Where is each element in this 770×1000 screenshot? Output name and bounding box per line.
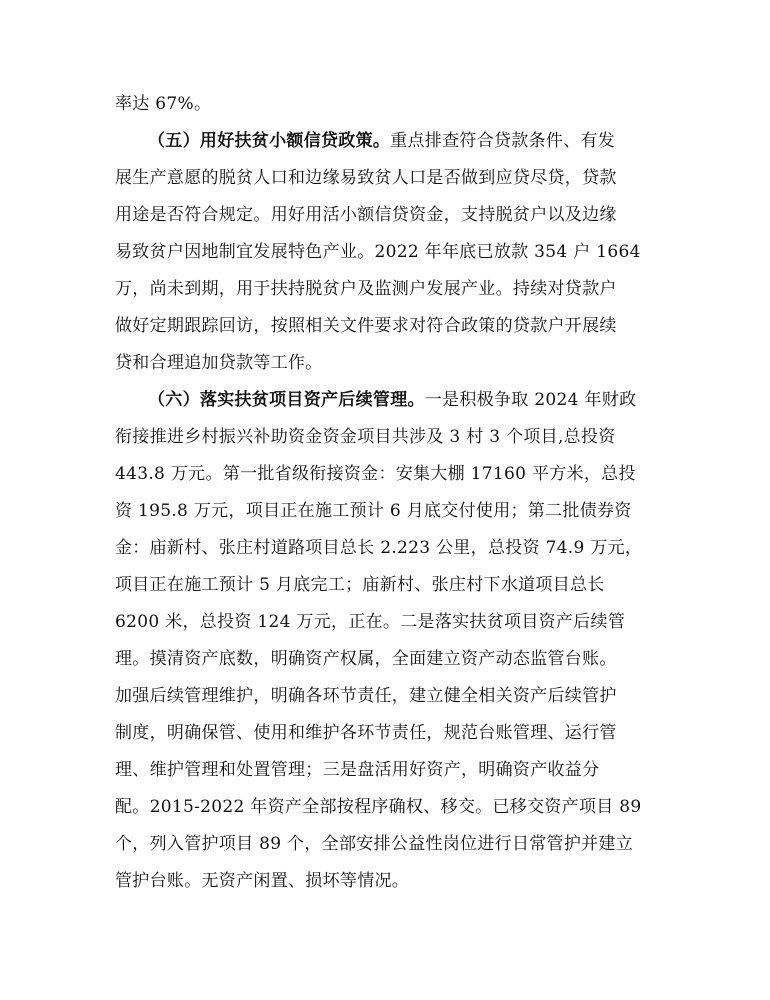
section-five-heading: （五）用好扶贫小额信贷政策。: [148, 131, 391, 151]
section-five-line: [148, 131, 660, 151]
paragraph-line: 做好定期跟踪回访，按照相关文件要求对符合政策的贷款户开展续: [115, 316, 617, 336]
paragraph-line: 管护台账。无资产闲置、损坏等情况。: [115, 871, 410, 891]
paragraph-line: 个，列入管护项目 89 个，全部安排公益性岗位进行日常管护并建立: [115, 834, 634, 854]
paragraph-line: 率达 67%。: [115, 94, 212, 114]
paragraph-line: 项目正在施工预计 5 月底完工；庙新村、张庄村下水道项目总长: [115, 575, 605, 595]
paragraph-line: 展生产意愿的脱贫人口和边缘易致贫人口是否做到应贷尽贷，贷款: [115, 168, 617, 188]
paragraph-line: 衔接推进乡村振兴补助资金资金项目共涉及 3 村 3 个项目,总投资: [115, 427, 616, 447]
paragraph-line: 理、维护管理和处置管理；三是盘活用好资产，明确资产收益分: [115, 760, 600, 780]
paragraph-line: 理。摸清资产底数，明确资产权属，全面建立资产动态监管台账。: [115, 649, 617, 669]
paragraph-line: 443.8 万元。第一批省级衔接资金：安集大棚 17160 平方米，总投: [115, 464, 636, 484]
paragraph-line: 配。2015-2022 年资产全部按程序确权、移交。已移交资产项目 89: [115, 797, 642, 817]
paragraph-line: 资 195.8 万元，项目正在施工预计 6 月底交付使用；第二批债券资: [115, 501, 632, 521]
paragraph-line: 万，尚未到期，用于扶持脱贫户及监测户发展产业。持续对贷款户: [115, 279, 617, 299]
section-six-text: 一是积极争取 2024 年财政: [424, 390, 637, 410]
section-six-heading: （六）落实扶贫项目资产后续管理。: [148, 390, 425, 410]
paragraph-line: 加强后续管理维护，明确各环节责任，建立健全相关资产后续管护: [115, 686, 617, 706]
section-six-line: [148, 390, 660, 410]
paragraph-line: 贷和合理追加贷款等工作。: [115, 353, 323, 373]
paragraph-line: 用途是否符合规定。用好用活小额信贷资金，支持脱贫户以及边缘: [115, 205, 617, 225]
section-five-text: 重点排查符合贷款条件、有发: [390, 131, 616, 151]
paragraph-line: 易致贫户因地制宜发展特色产业。2022 年年底已放款 354 户 1664: [115, 242, 641, 262]
paragraph-line: 制度，明确保管、使用和维护各环节责任，规范台账管理、运行管: [115, 723, 617, 743]
paragraph-line: 金：庙新村、张庄村道路项目总长 2.223 公里，总投资 74.9 万元，: [115, 538, 643, 558]
paragraph-line: 6200 米，总投资 124 万元，正在。二是落实扶贫项目资产后续管: [115, 612, 626, 632]
